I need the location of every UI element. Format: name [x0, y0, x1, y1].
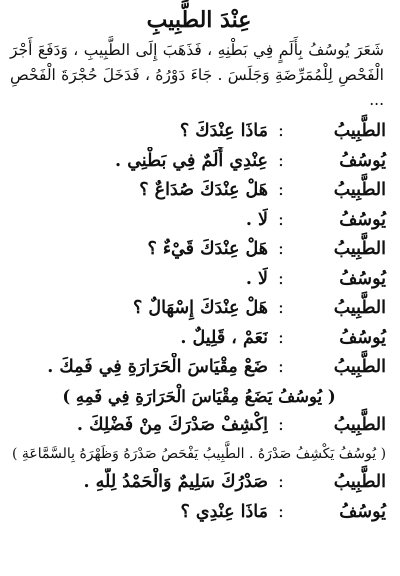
dialogue-line: نَعَمْ ، قَلِيلٌ .: [180, 327, 268, 348]
speaker-label: يُوسُفُ: [339, 150, 386, 171]
colon: :: [278, 150, 284, 171]
colon: :: [278, 121, 284, 141]
dialogue-line: صَدْرُكَ سَلِيمٌ وَالْحَمْدُ لِلَّهِ .: [83, 472, 268, 492]
dialogue-row: [10, 206, 388, 236]
dialogue-line: لَا .: [245, 209, 268, 230]
dialogue-line: ضَعْ مِقْيَاسَ الْحَرَارَةِ فِي فَمِكَ .: [47, 357, 268, 377]
colon: :: [278, 357, 284, 377]
dialogue-row: [10, 117, 388, 147]
speaker-label: الطَّبِيبُ: [333, 121, 386, 141]
colon: :: [278, 327, 284, 348]
dialogue-row: [10, 235, 388, 265]
colon: :: [278, 239, 284, 259]
speaker-label: يُوسُفُ: [339, 209, 386, 230]
lesson-title: عِنْدَ الطَّبِيبِ: [146, 7, 252, 33]
stage-direction: ( يُوسُفُ يَضَعُ مِقْيَاسَ الْحَرَارَةِ فِي فَمِهِ ): [62, 386, 336, 406]
speaker-label: يُوسُفُ: [339, 501, 386, 522]
dialogue-block: [10, 117, 388, 527]
speaker-label: يُوسُفُ: [339, 327, 386, 348]
speaker-label: الطَّبِيبُ: [333, 472, 386, 492]
dialogue-row: [10, 265, 388, 295]
dialogue-line: لَا .: [245, 268, 268, 289]
speaker-label: الطَّبِيبُ: [333, 180, 386, 200]
dialogue-line: هَلْ عِنْدَكَ صُدَاعٌ ؟: [139, 180, 268, 200]
colon: :: [278, 268, 284, 289]
dialogue-line: مَاذَا عِنْدَكَ ؟: [179, 121, 268, 141]
speaker-label: الطَّبِيبُ: [333, 298, 386, 318]
dialogue-row: [10, 468, 388, 498]
colon: :: [278, 472, 284, 492]
dialogue-line: هَلْ عِنْدَكَ إِسْهَالٌ ؟: [132, 298, 268, 318]
dialogue-line: مَاذَا عِنْدِي ؟: [180, 501, 268, 522]
colon: :: [278, 414, 284, 435]
intro-paragraph: شَعَرَ يُوسُفُ بِأَلَمٍ فِي بَطْنِهِ ، فَذَهَبَ إِلَى الطَّبِيبِ ، وَدَفَعَ أَجْرَ الْفَحْصِ لِلْمُمَرِّضَةِ وَجَلَسَ . جَاءَ دَوْرُهُ ، فَدَخَلَ حُجْرَةَ الْفَحْصِ ...: [10, 41, 384, 109]
dialogue-row: [10, 176, 388, 206]
dialogue-row: [10, 294, 388, 324]
dialogue-row: [10, 353, 388, 383]
speaker-label: الطَّبِيبُ: [333, 239, 386, 259]
colon: :: [278, 501, 284, 522]
dialogue-line: هَلْ عِنْدَكَ قَيْءٌ ؟: [147, 239, 268, 259]
speaker-label: الطَّبِيبُ: [333, 414, 386, 435]
speaker-label: الطَّبِيبُ: [333, 357, 386, 377]
speaker-label: يُوسُفُ: [339, 268, 386, 289]
colon: :: [278, 209, 284, 230]
stage-direction: ( يُوسُفُ يَكْشِفُ صَدْرَهُ . الطَّبِيبُ يَفْحَصُ صَدْرَهُ وَظَهْرَهُ بِالسَّمَّاعَةِ ): [11, 446, 387, 462]
dialogue-row: [10, 324, 388, 354]
colon: :: [278, 180, 284, 200]
dialogue-row: [10, 147, 388, 177]
dialogue-line: اِكْشِفْ صَدْرَكَ مِنْ فَضْلِكَ .: [76, 414, 268, 435]
dialogue-line: عِنْدِي أَلَمٌ فِي بَطْنِي .: [115, 150, 268, 171]
dialogue-row: [10, 498, 388, 528]
dialogue-row: [10, 411, 388, 441]
colon: :: [278, 298, 284, 318]
